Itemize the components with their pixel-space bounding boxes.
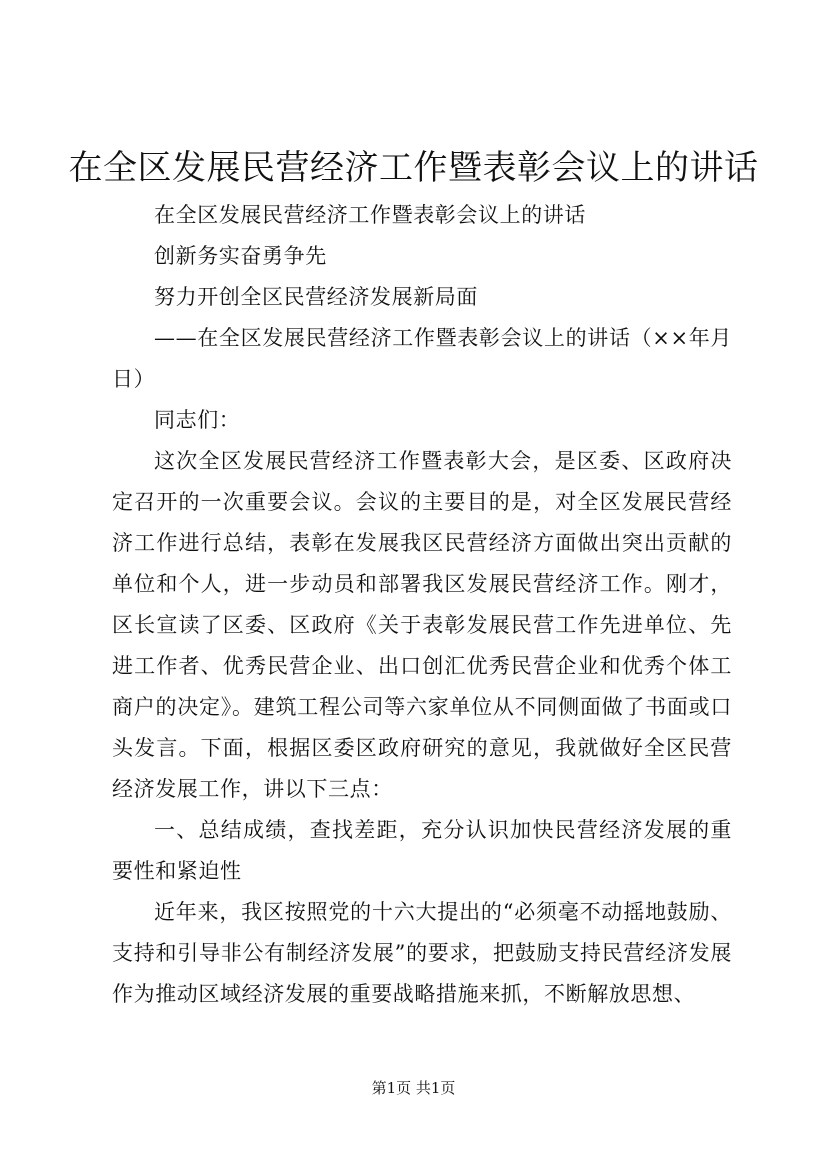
paragraph-section-heading: 一、总结成绩，查找差距，充分认识加快民营经济发展的重要性和紧迫性 bbox=[112, 818, 732, 883]
paragraph-intro: 这次全区发展民营经济工作暨表彰大会，是区委、区政府决定召开的一次重要会议。会议的主要目的是，对全区发展民营经济工作进行总结，表彰在发展我区民营经济方面做出突出贡献的单位和个人，进一步动员和部署我区发展民营经济工作。刚才，区长宣读了区委、区政府《关于表彰发展民营工作先进单位、先进工作者、优秀民营企业、出口创汇优秀民营企业和优秀个体工商户的决定》。建筑工程公司等六家单位从不同侧面做了书面或口头发言。下面，根据区委区政府研究的意见，我就做好全区民营经济发展工作，讲以下三点： bbox=[112, 449, 732, 801]
paragraph-subtitle: ——在全区发展民营经济工作暨表彰会议上的讲话（××年月日） bbox=[112, 326, 732, 391]
page-footer: 第1页 共1页 bbox=[371, 1079, 456, 1097]
paragraph-salutation: 同志们： bbox=[154, 408, 241, 432]
paragraph-slogan-1: 创新务实奋勇争先 bbox=[154, 244, 327, 268]
document-title: 在全区发展民营经济工作暨表彰会议上的讲话 bbox=[68, 148, 759, 188]
paragraph-body: 近年来，我区按照党的十六大提出的“必须毫不动摇地鼓励、支持和引导非公有制经济发展”的要求，把鼓励支持民营经济发展作为推动区域经济发展的重要战略措施来抓，不断解放思想、 bbox=[112, 900, 732, 1006]
document-body bbox=[112, 195, 732, 1015]
paragraph-slogan-2: 努力开创全区民营经济发展新局面 bbox=[154, 285, 478, 309]
paragraph-heading-repeat: 在全区发展民营经济工作暨表彰会议上的讲话 bbox=[154, 203, 586, 227]
